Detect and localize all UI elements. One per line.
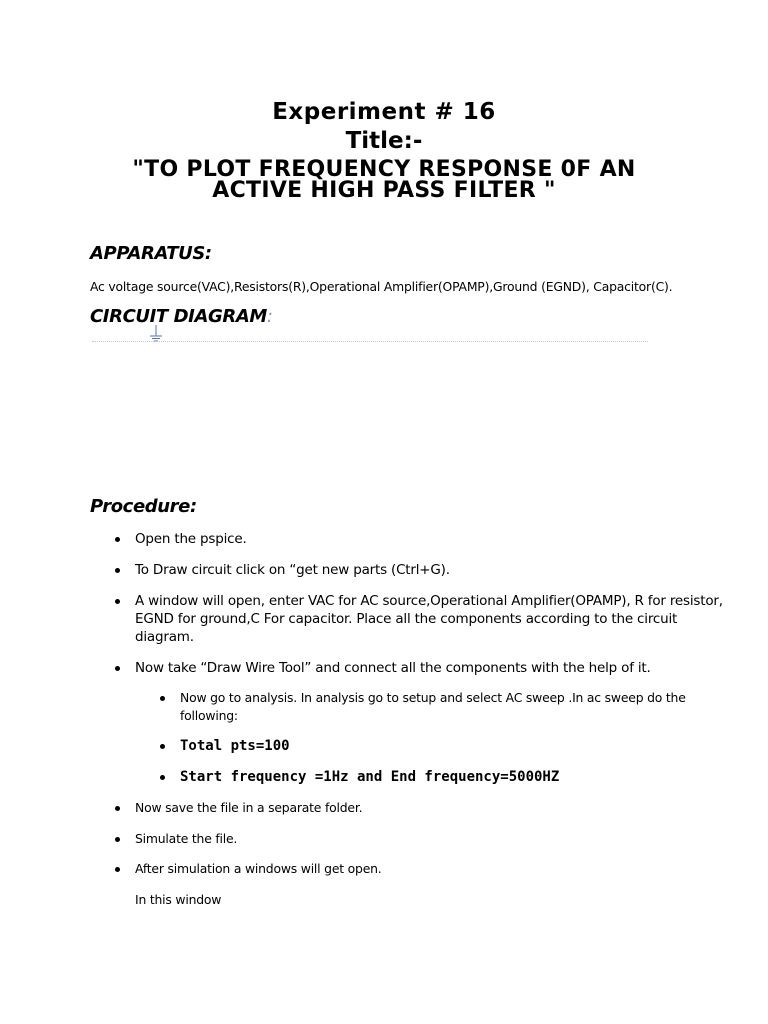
procedure-step-3-line2: EGND for ground,C For capacitor. Place all the components according to the circuit — [135, 611, 678, 627]
apparatus-heading: APPARATUS: — [90, 243, 212, 264]
bullet — [160, 744, 165, 749]
bullet — [115, 599, 120, 604]
procedure-sub-1-line1: Now go to analysis. In analysis go to setup and select AC sweep .In ac sweep do the — [180, 690, 686, 705]
circuit-diagram-heading — [90, 306, 273, 327]
bullet — [115, 806, 120, 811]
bullet — [115, 867, 120, 872]
bullet — [160, 775, 165, 780]
bullet — [115, 666, 120, 671]
procedure-step-4: Now take “Draw Wire Tool” and connect all the components with the help of it. — [135, 660, 651, 676]
procedure-sub-1-line2: following: — [180, 708, 238, 723]
bullet — [115, 537, 120, 542]
circuit-diagram-area — [92, 341, 648, 342]
procedure-step-6: Simulate the file. — [135, 831, 238, 846]
procedure-sub-2: Total pts=100 — [180, 738, 290, 754]
bullet — [115, 837, 120, 842]
procedure-note: In this window — [135, 892, 222, 907]
procedure-step-3-line3: diagram. — [135, 629, 194, 645]
bullet — [160, 696, 165, 701]
circuit-diagram-colon: : — [266, 306, 273, 327]
procedure-step-5: Now save the file in a separate folder. — [135, 800, 363, 815]
experiment-title-line1: "TO PLOT FREQUENCY RESPONSE 0F AN — [132, 157, 636, 182]
procedure-heading: Procedure: — [90, 496, 197, 517]
procedure-sub-3: Start frequency =1Hz and End frequency=5000HZ — [180, 769, 560, 785]
procedure-step-2: To Draw circuit click on “get new parts (Ctrl+G). — [135, 562, 450, 578]
title-block — [0, 98, 768, 203]
experiment-title-line2: ACTIVE HIGH PASS FILTER " — [212, 178, 556, 203]
experiment-number: Experiment # 16 — [272, 99, 496, 125]
bullet — [115, 568, 120, 573]
circuit-diagram-label: CIRCUIT DIAGRAM — [90, 306, 267, 327]
procedure-step-7: After simulation a windows will get open. — [135, 861, 382, 876]
apparatus-list: Ac voltage source(VAC),Resistors(R),Operational Amplifier(OPAMP),Ground (EGND), Capacitor(C). — [90, 279, 673, 294]
procedure-step-1: Open the pspice. — [135, 531, 247, 547]
procedure-step-3-line1: A window will open, enter VAC for AC source,Operational Amplifier(OPAMP), R for resistor, — [135, 593, 723, 609]
title-label: Title:- — [345, 128, 423, 154]
